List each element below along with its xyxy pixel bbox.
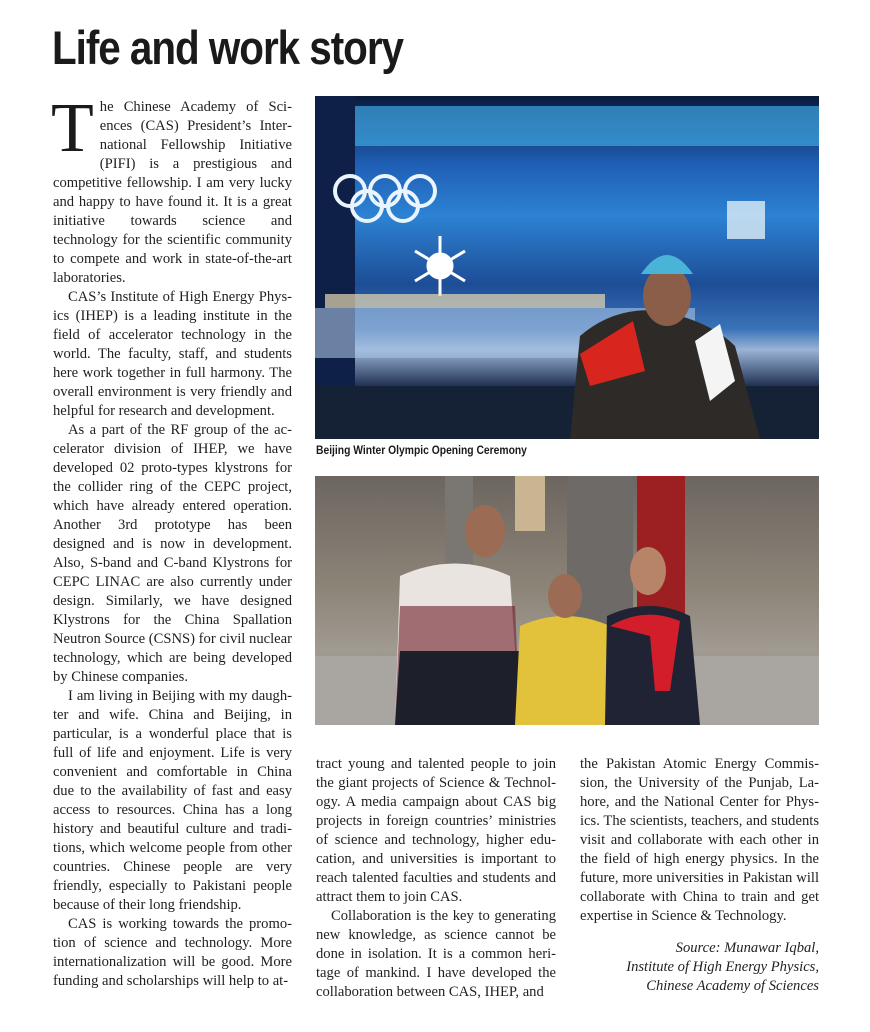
text-column-2 [316, 755, 556, 1002]
lit-window-shape [515, 476, 545, 531]
red-curtain-shape [637, 476, 685, 616]
olympic-photo-illustration [315, 96, 819, 439]
paragraph-text: he Chinese Academy of Sciences (CAS) President’s International Fellowship Initiative (PIFI) is a prestigious and competitive fellowship. I am very lucky and happy to have found it. It is a great initiative towards science and technology for the scientific community to compete and work in state-of-the-art laboratories. [53, 99, 292, 286]
paragraph: CAS is working towards the promotion of science and technology. More internationalization will be good. More funding and scholarships will help to at- [53, 916, 292, 989]
girl-face-shape [548, 574, 582, 618]
paragraph: As a part of the RF group of the accelerator division of IHEP, we have developed 02 proto-types klystrons for the collider ring of the CEPC project, which have already entered operation. Another 3rd prototype has been designed and is now in development. Also, S-band and C-band Klystrons for CEPC LINAC are also currently under design. Similarly, we have designed Klystrons for the China Spallation Neutron Source (CSNS) for civil nuclear technology, which are being developed by Chinese companies. [53, 422, 292, 685]
family-photo-illustration [315, 476, 819, 725]
stadium-roof-shape [355, 106, 819, 146]
paragraph: CAS’s Institute of High Energy Physics (IHEP) is a leading institute in the field of accelerator technology in the world. The faculty, staff, and students here work together in full harmony. The overall environment is very friendly and helpful for research and development. [53, 289, 292, 419]
paragraph [51, 90, 292, 288]
flags-row-shape [325, 294, 605, 308]
paragraph: I am living in Beijing with my daughter and wife. China and Beijing, in particular, is a wonderful place that is full of life and enjoyment. Life is very convenient and comfortable in China due to the availability of fast and easy access to resources. China has a long history and beautiful culture and traditions, which welcome people from other countries. Chinese people are very friendly, especially to Pakistani people because of their long friendship. [53, 688, 292, 913]
source-attribution [580, 939, 819, 996]
woman-face-shape [630, 547, 666, 595]
family-photo [315, 476, 819, 725]
paragraph: the Pakistan Atomic Energy Commission, the University of the Punjab, Lahore, and the National Center for Physics. The scientists, teachers, and students visit and collaborate with each other in the field of high energy physics. In the future, more universities in Pakistan will collaborate with China to train and get expertise in Science & Technology. [580, 756, 819, 924]
drop-cap: T [51, 90, 94, 167]
blue-beanie-shape [641, 255, 693, 274]
paragraph: Collaboration is the key to generating new knowledge, as science cannot be done in isolation. It is a common heritage of mankind. I have developed the collaboration between CAS, IHEP, and [316, 908, 556, 1000]
man-face-shape [465, 505, 505, 557]
girl-jacket-shape [515, 616, 615, 725]
text-column-1 [51, 90, 292, 991]
olympic-ceremony-photo [315, 96, 819, 439]
photo-caption: Beijing Winter Olympic Opening Ceremony [316, 443, 527, 457]
text-column-3 [580, 755, 819, 926]
source-line: Institute of High Energy Physics, [626, 959, 819, 975]
source-line: Source: Munawar Iqbal, [675, 940, 819, 956]
man-jacket-bottom-shape [395, 651, 520, 725]
article-title: Life and work story [52, 21, 403, 74]
person-face-shape [643, 266, 691, 326]
source-line: Chinese Academy of Sciences [646, 978, 819, 994]
screen-board-shape [727, 201, 765, 239]
snowflake-icon [415, 236, 465, 296]
paragraph: tract young and talented people to join the giant projects of Science & Technology. A media campaign about CAS big projects in foreign countries’ ministries of science and technology, higher education, and universities is important to reach talented faculties and students and attract them to join CAS. [316, 756, 556, 905]
